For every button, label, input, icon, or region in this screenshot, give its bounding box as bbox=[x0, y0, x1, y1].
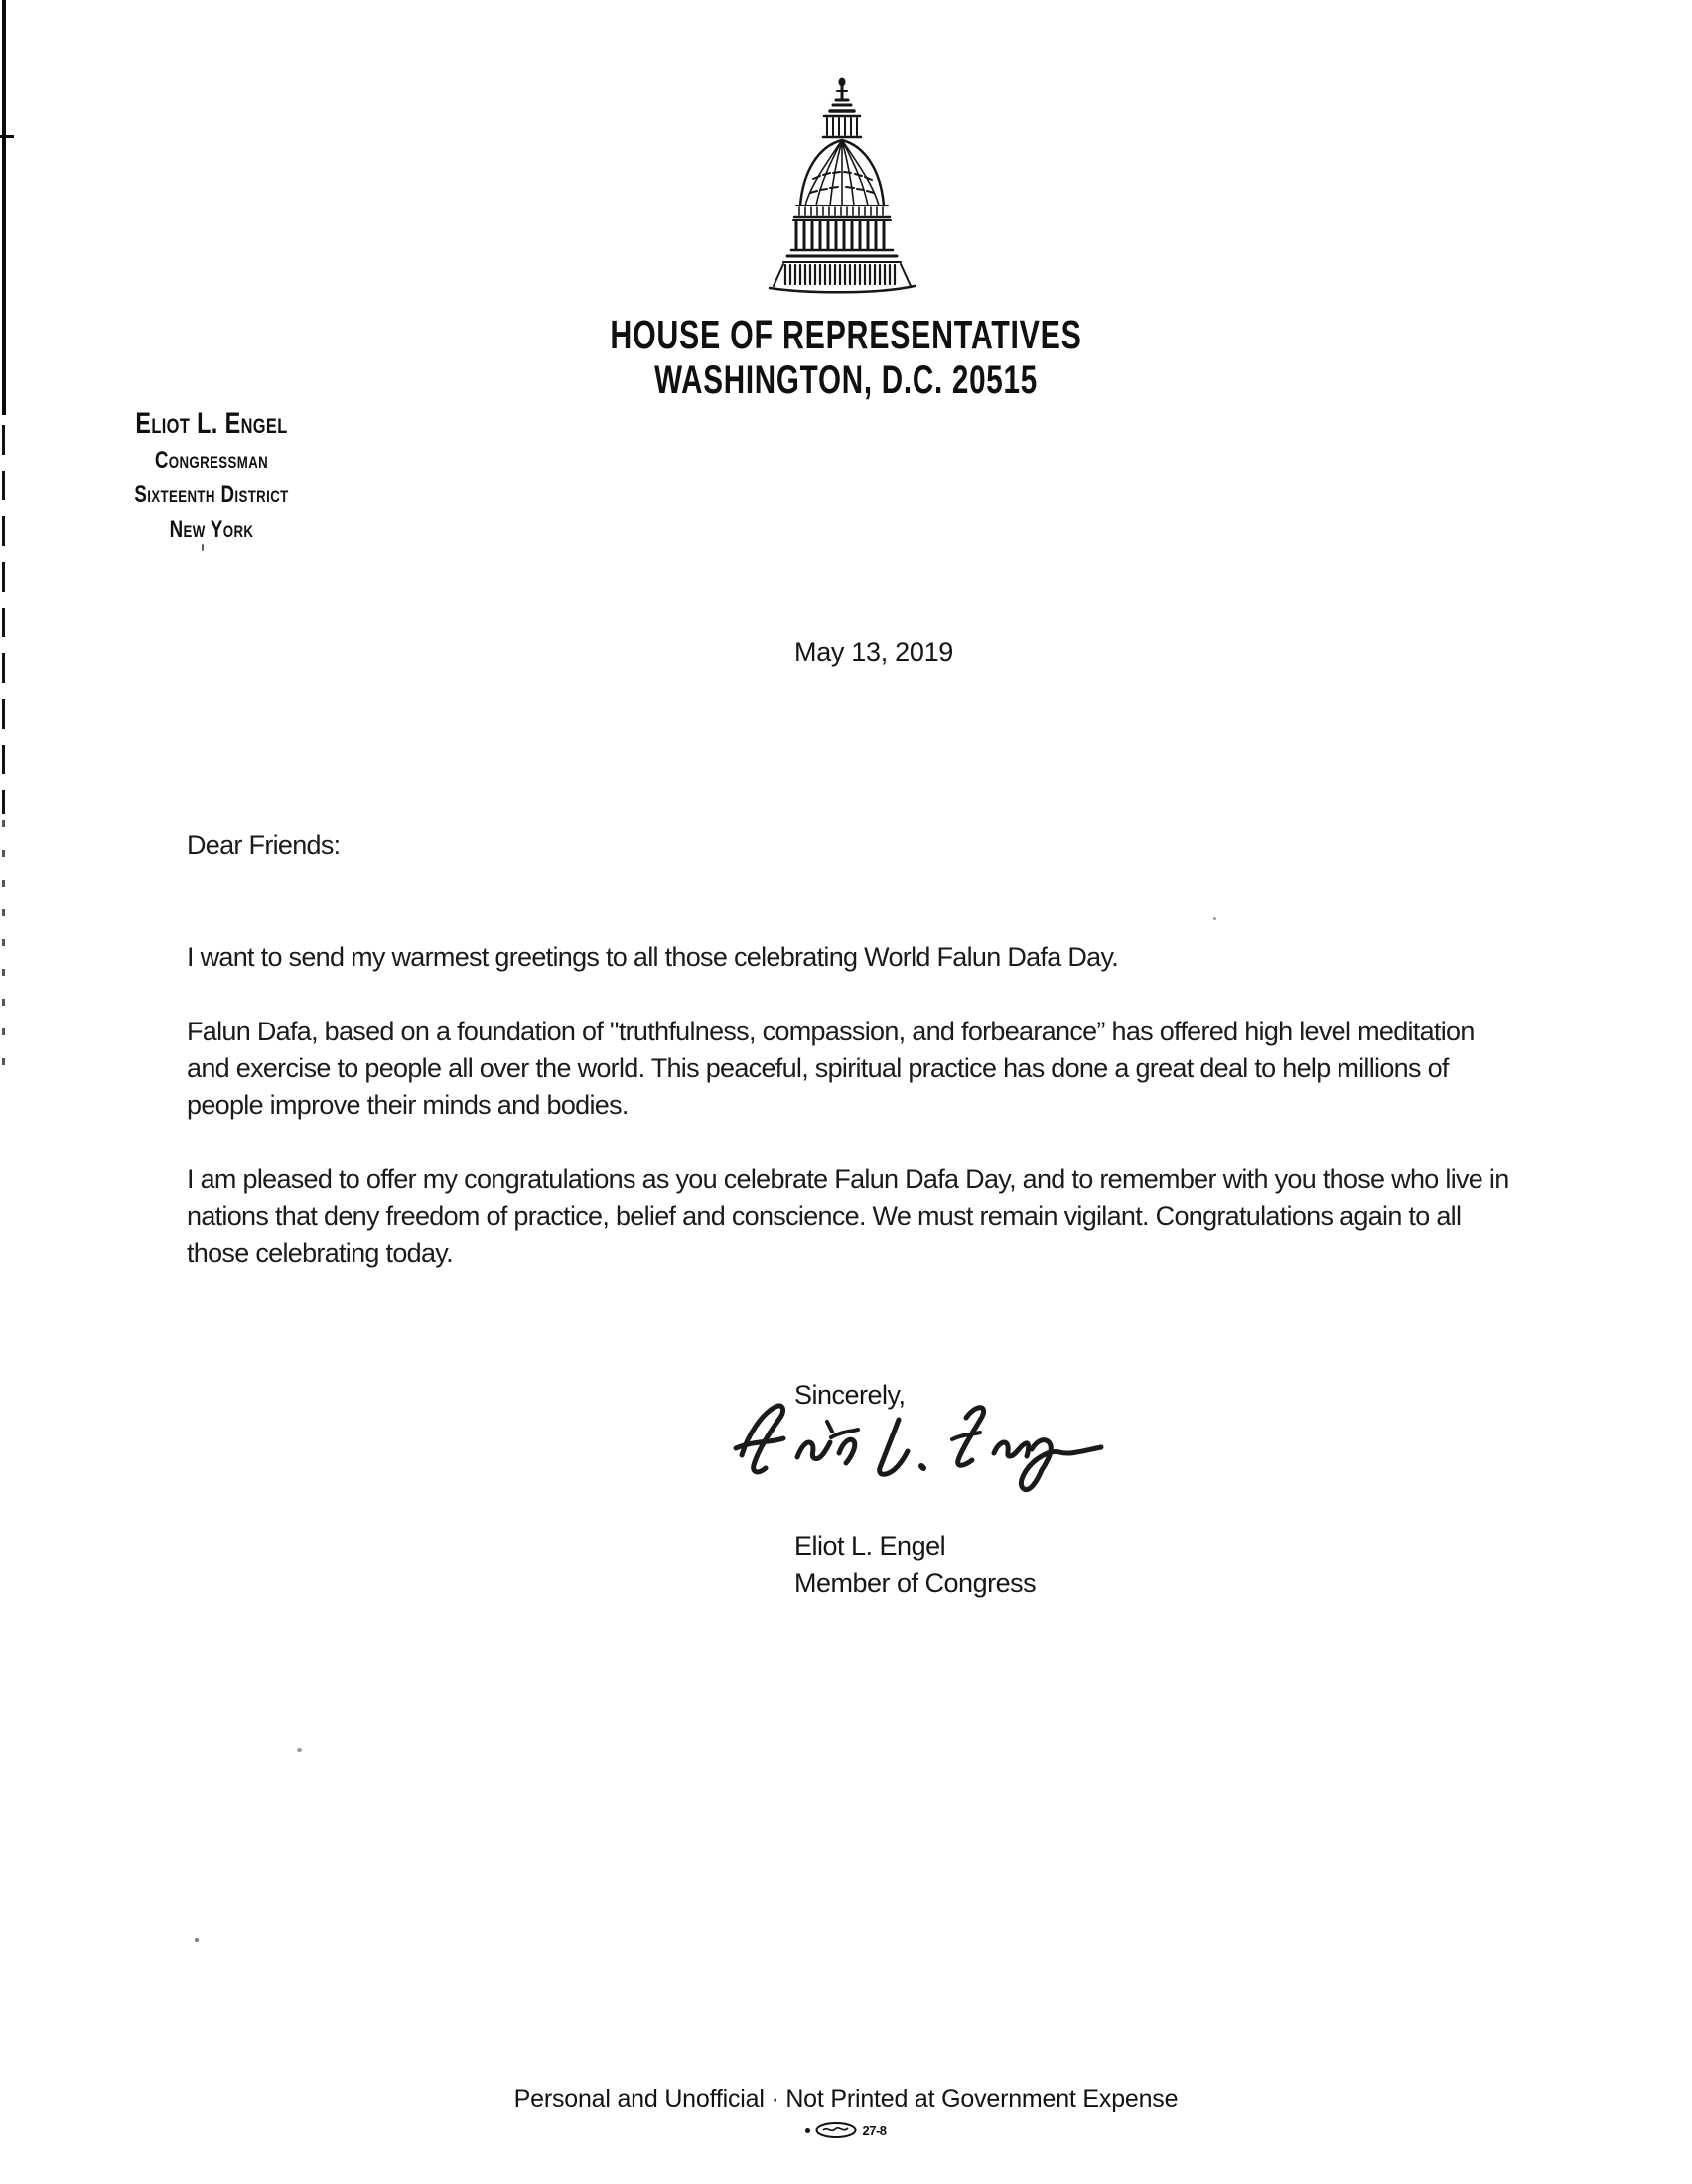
union-bug-dot-icon bbox=[805, 2128, 810, 2133]
sender-name: Eliot L. Engel bbox=[135, 407, 288, 440]
capitol-dome-icon bbox=[760, 73, 924, 304]
letter-date: May 13, 2019 bbox=[794, 637, 954, 667]
body-paragraph-1: I want to send my warmest greetings to all those celebrating World Falun Dafa Day. bbox=[187, 942, 1119, 972]
sender-block bbox=[95, 405, 328, 547]
signature-block bbox=[794, 1527, 1036, 1602]
signature-title: Member of Congress bbox=[794, 1569, 1037, 1598]
sender-district: Sixteenth District bbox=[134, 481, 289, 508]
scan-speck bbox=[297, 1748, 302, 1752]
sender-title: Congressman bbox=[154, 447, 269, 474]
signature-name: Eliot L. Engel bbox=[794, 1531, 946, 1561]
scan-edge-line-dots bbox=[2, 820, 5, 1082]
union-bug-code: 27-8 bbox=[862, 2122, 887, 2138]
letter-body bbox=[187, 827, 1522, 1309]
footer-disclaimer: Personal and Unofficial · Not Printed at Government Expense bbox=[513, 2085, 1179, 2113]
letterhead-address: WASHINGTON, D.C. 20515 bbox=[654, 358, 1038, 402]
body-paragraph-3: I am pleased to offer my congratulations as you celebrate Falun Dafa Day, and to remember with you those who live in nations that deny freedom of practice, belief and conscience. We must remain vigilant. Congratulations again to all those celebrating today. bbox=[187, 1164, 1509, 1268]
salutation: Dear Friends: bbox=[187, 830, 341, 860]
body-paragraph-2: Falun Dafa, based on a foundation of "truthfulness, compassion, and forbearance” has offered high level meditation and exercise to people all over the world. This peaceful, spiritual practice has done a great deal to help millions of people improve their minds and bodies. bbox=[187, 1017, 1475, 1120]
scan-speck bbox=[195, 1938, 199, 1942]
union-bug-icon bbox=[815, 2122, 857, 2138]
scan-edge-line bbox=[2, 0, 6, 415]
closing: Sincerely, bbox=[794, 1380, 906, 1410]
signature-handwriting-icon bbox=[728, 1392, 1125, 1506]
sender-state: New York bbox=[169, 516, 254, 543]
scan-edge-line-dashed bbox=[2, 425, 5, 814]
letterhead-org: HOUSE OF REPRESENTATIVES bbox=[610, 312, 1082, 357]
union-bug-row bbox=[0, 2122, 1692, 2138]
scan-edge-tick bbox=[0, 135, 14, 138]
